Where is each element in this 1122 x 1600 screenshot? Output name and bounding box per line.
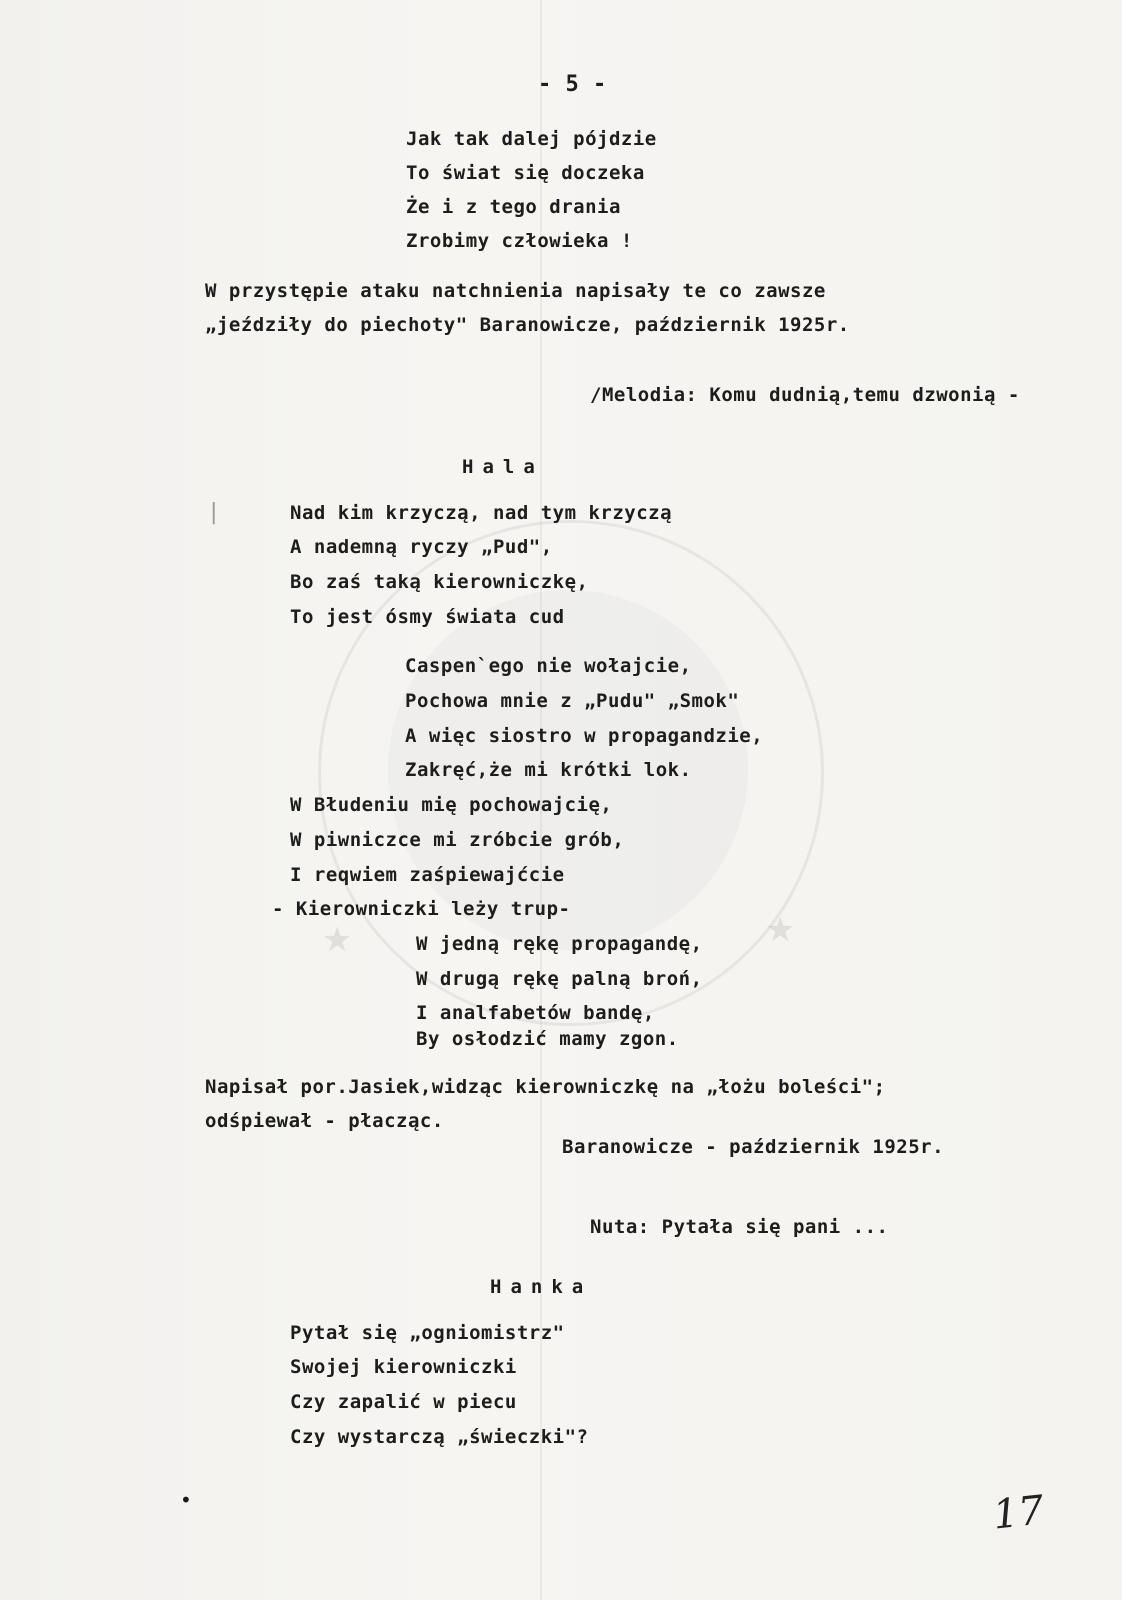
melody-note: /Melodia: Komu dudnią,temu dzwonią - — [590, 384, 1020, 406]
verse-line: W Błudeniu mię pochowajcię, — [290, 794, 613, 816]
verse-line: - Kierowniczki leży trup- — [272, 898, 571, 920]
note-line: W przystępie ataku natchnienia napisały te co zawsze — [205, 280, 826, 302]
verse-line: W piwniczce mi zróbcie grób, — [290, 829, 625, 851]
watermark-star-icon: ★ — [765, 910, 796, 950]
note-line: Napisał por.Jasiek,widząc kierowniczkę na „łożu boleści"; — [205, 1076, 886, 1098]
verse-line: Caspen`ego nie wołajcie, — [405, 655, 692, 677]
verse-line: W jedną rękę propagandę, — [416, 933, 703, 955]
verse-line: A więc siostro w propagandzie, — [405, 725, 764, 747]
song-title: Hanka — [490, 1276, 593, 1298]
verse-line: To jest ósmy świata cud — [290, 606, 565, 628]
verse-line: Bo zaś taką kierowniczkę, — [290, 571, 589, 593]
verse-line: Czy zapalić w piecu — [290, 1391, 517, 1413]
note-line: „jeździły do piechoty" Baranowicze, październik 1925r. — [205, 314, 850, 336]
verse-line: I reqwiem zaśpiewajćcie — [290, 864, 565, 886]
place-date: Baranowicze - październik 1925r. — [562, 1136, 945, 1158]
verse-line: By osłodzić mamy zgon. — [416, 1028, 679, 1050]
verse-line: W drugą rękę palną broń, — [416, 968, 703, 990]
margin-dot-icon: • — [180, 1488, 192, 1512]
song-title: Hala — [462, 456, 544, 478]
note-line: odśpiewał - płacząc. — [205, 1110, 444, 1132]
verse-line: Zakręć,że mi krótki lok. — [405, 759, 692, 781]
margin-tick-icon: | — [210, 500, 218, 525]
verse-line: Zrobimy człowieka ! — [406, 230, 633, 252]
page-number: - 5 - — [538, 72, 607, 97]
melody-note: Nuta: Pytała się pani ... — [590, 1216, 889, 1238]
watermark-star-icon: ★ — [322, 920, 353, 960]
verse-line: A nademną ryczy „Pud", — [290, 536, 553, 558]
verse-line: To świat się doczeka — [406, 162, 645, 184]
verse-line: Pochowa mnie z „Pudu" „Smok" — [405, 690, 740, 712]
verse-line: Swojej kierowniczki — [290, 1356, 517, 1378]
verse-line: Że i z tego drania — [406, 196, 621, 218]
verse-line: I analfabetów bandę, — [416, 1002, 655, 1024]
verse-line: Czy wystarczą „świeczki"? — [290, 1426, 589, 1448]
verse-line: Jak tak dalej pójdzie — [406, 128, 657, 150]
verse-line: Nad kim krzyczą, nad tym krzyczą — [290, 502, 673, 524]
handwritten-page-number: 17 — [990, 1487, 1047, 1539]
verse-line: Pytał się „ogniomistrz" — [290, 1322, 565, 1344]
